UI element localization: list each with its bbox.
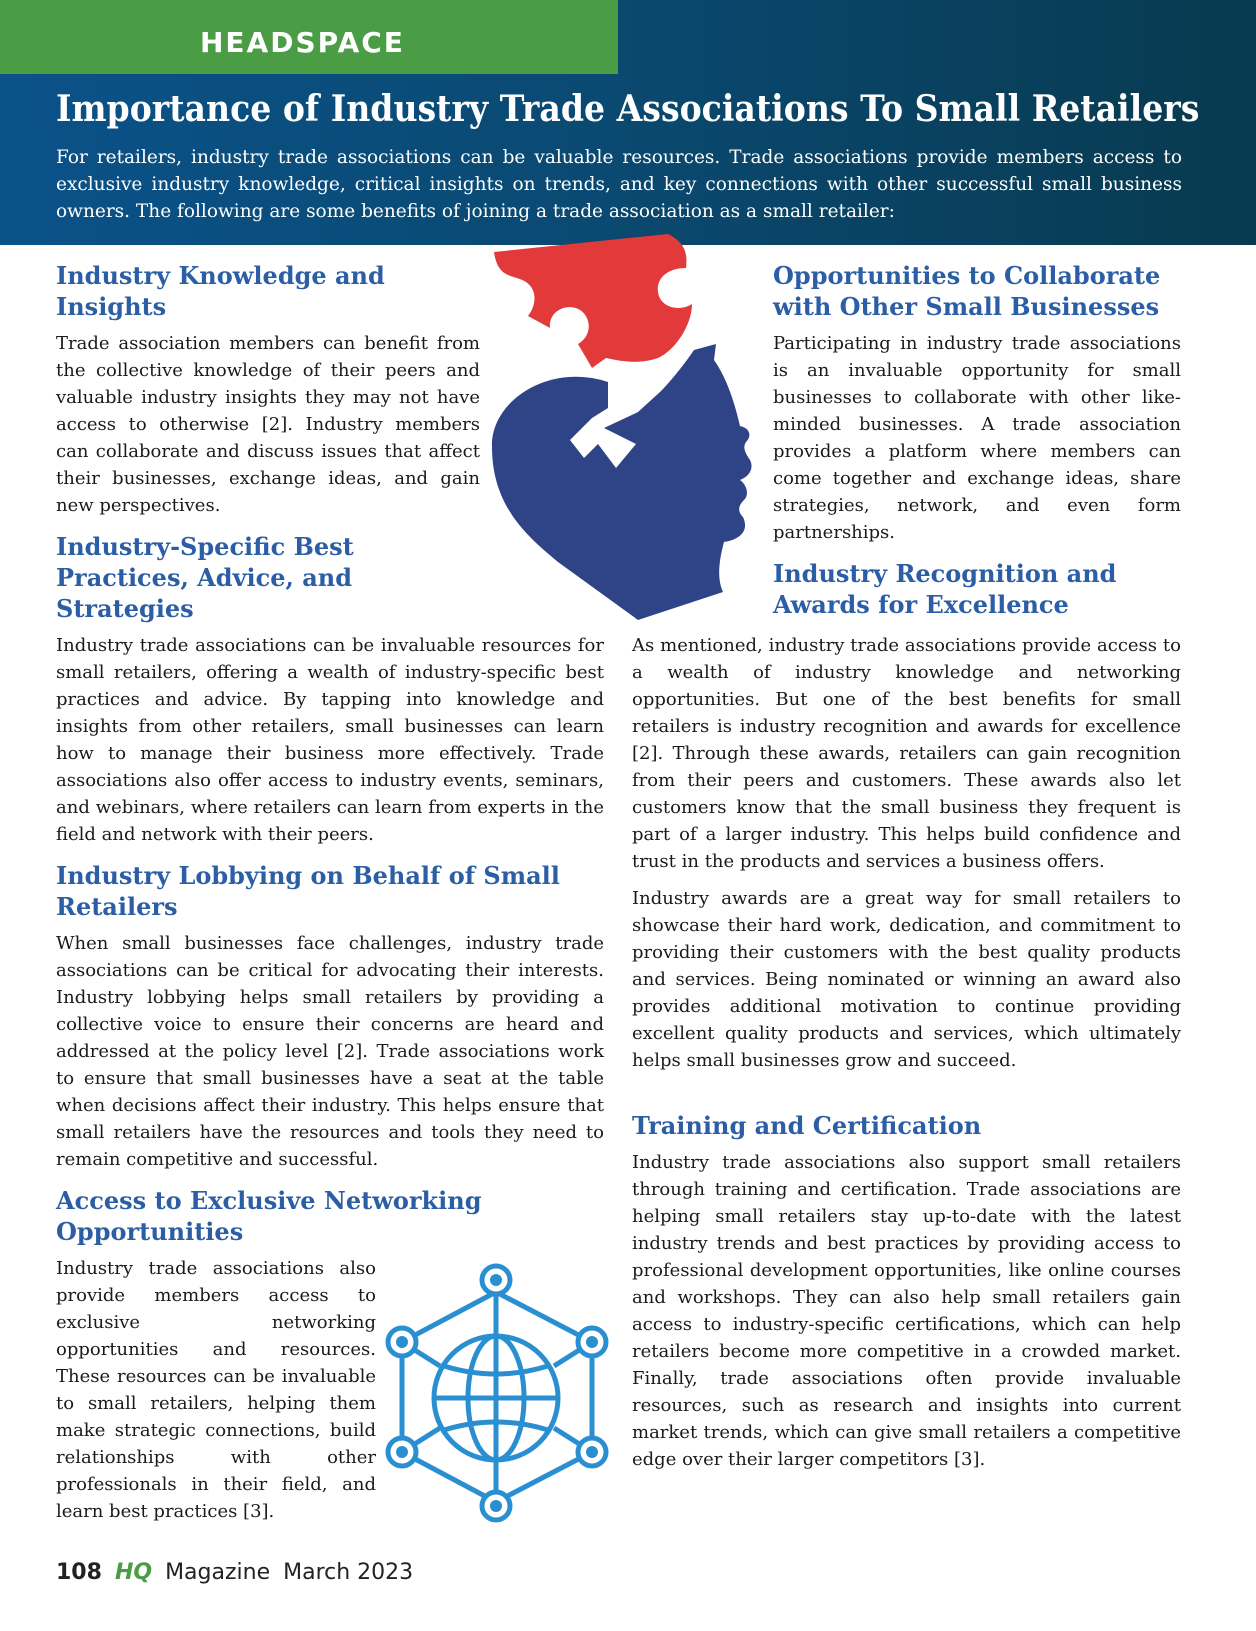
section-networking-body: Industry trade associations also provide members access to exclusive networking opportunities and resources. These resources can be invaluable to small retailers, helping them make strategic connections, build relationships with other professionals in their field, and learn best practices [3]. — [56, 1258, 376, 1522]
section-best-practices-title: Industry-Specific Best Practices, Advice, and Strategies — [56, 532, 354, 623]
section-collaborate-body: Participating in industry trade associations is an invaluable opportunity for small businesses to collaborate with other like-minded businesses. A trade association provides a platform where members can come together and exchange ideas, share strategies, network, and even form partnerships. — [773, 333, 1181, 543]
section-lobbying — [56, 860, 604, 1173]
section-training-title: Training and Certification — [632, 1111, 982, 1140]
section-recognition-text — [632, 632, 1181, 1074]
network-globe-icon — [378, 1258, 618, 1528]
section-tag-label: HEADSPACE — [200, 26, 405, 59]
section-best-practices-body: Industry trade associations can be invaluable resources for small retailers, offering a wealth of industry-specific best practices and advice. By tapping into knowledge and insights from other retailers, small businesses can learn how to manage their business more effectively. Trade associations also offer access to industry events, seminars, and webinars, where retailers can learn from experts in the field and network with their peers. — [56, 635, 604, 845]
section-lobbying-title: Industry Lobbying on Behalf of Small Retailers — [56, 861, 560, 921]
intro-paragraph: For retailers, industry trade associations can be valuable resources. Trade associations provide members access to exclusive industry knowledge, critical insights on trends, and key connections with other successful small business owners. The following are some benefits of joining a trade association as a small retailer: — [56, 147, 1182, 222]
brand-logo: HQ — [114, 1560, 153, 1585]
section-collaborate — [773, 260, 1181, 546]
section-networking — [56, 1185, 482, 1525]
section-collaborate-title: Opportunities to Collaborate with Other Small Businesses — [773, 261, 1161, 321]
section-tag — [0, 0, 618, 74]
section-training — [632, 1110, 1181, 1473]
section-best-practices — [56, 531, 604, 848]
page-title: Importance of Industry Trade Associations To Small Retailers — [56, 88, 1200, 130]
section-recognition-title: Industry Recognition and Awards for Excellence — [773, 559, 1117, 619]
header-banner — [0, 0, 1256, 245]
section-networking-title: Access to Exclusive Networking Opportunities — [56, 1186, 482, 1246]
magazine-name: Magazine — [165, 1560, 271, 1585]
section-recognition-body-1: As mentioned, industry trade associations provide access to a wealth of industry knowledge and networking opportunities. But one of the best benefits for small retailers is industry recognition and awards for excellence [2]. Through these awards, retailers can gain recognition from their peers and customers. These awards also let customers know that the small business they frequent is part of a larger industry. This helps build confidence and trust in the products and services a business offers. — [632, 635, 1181, 872]
puzzle-piece-red — [494, 234, 692, 368]
section-training-body: Industry trade associations also support small retailers through training and certification. Trade associations are helping small retailers stay up-to-date with the latest industry trends and best practices by providing access to professional development opportunities, like online courses and workshops. They can also help small retailers gain access to industry-specific certifications, which can help retailers become more competitive in a crowded market. Finally, trade associations often provide invaluable resources, such as research and insights into current market trends, which can give small retailers a competitive edge over their larger competitors [3]. — [632, 1152, 1181, 1470]
page-footer — [56, 1560, 413, 1585]
page-number: 108 — [56, 1560, 102, 1585]
issue-date: March 2023 — [283, 1560, 414, 1585]
section-lobbying-body: When small businesses face challenges, industry trade associations can be critical for advocating their interests. Industry lobbying helps small retailers by providing a collective voice to ensure their concerns are heard and addressed at the policy level [2]. Trade associations work to ensure that small businesses have a seat at the table when decisions affect their industry. This helps ensure that small retailers have the resources and tools they need to remain competitive and successful. — [56, 933, 604, 1170]
section-knowledge — [56, 260, 480, 519]
section-knowledge-body: Trade association members can benefit from the collective knowledge of their peers and valuable industry insights they may not have access to otherwise [2]. Industry members can collaborate and discuss issues that affect their businesses, exchange ideas, and gain new perspectives. — [56, 333, 480, 516]
section-recognition — [773, 558, 1181, 620]
section-knowledge-title: Industry Knowledge and Insights — [56, 261, 385, 321]
section-recognition-body-2: Industry awards are a great way for small retailers to showcase their hard work, dedication, and commitment to providing their customers with the best quality products and services. Being nominated or winning an award also provides additional motivation to continue providing excellent quality products and services, which ultimately helps small businesses grow and succeed. — [632, 888, 1181, 1071]
